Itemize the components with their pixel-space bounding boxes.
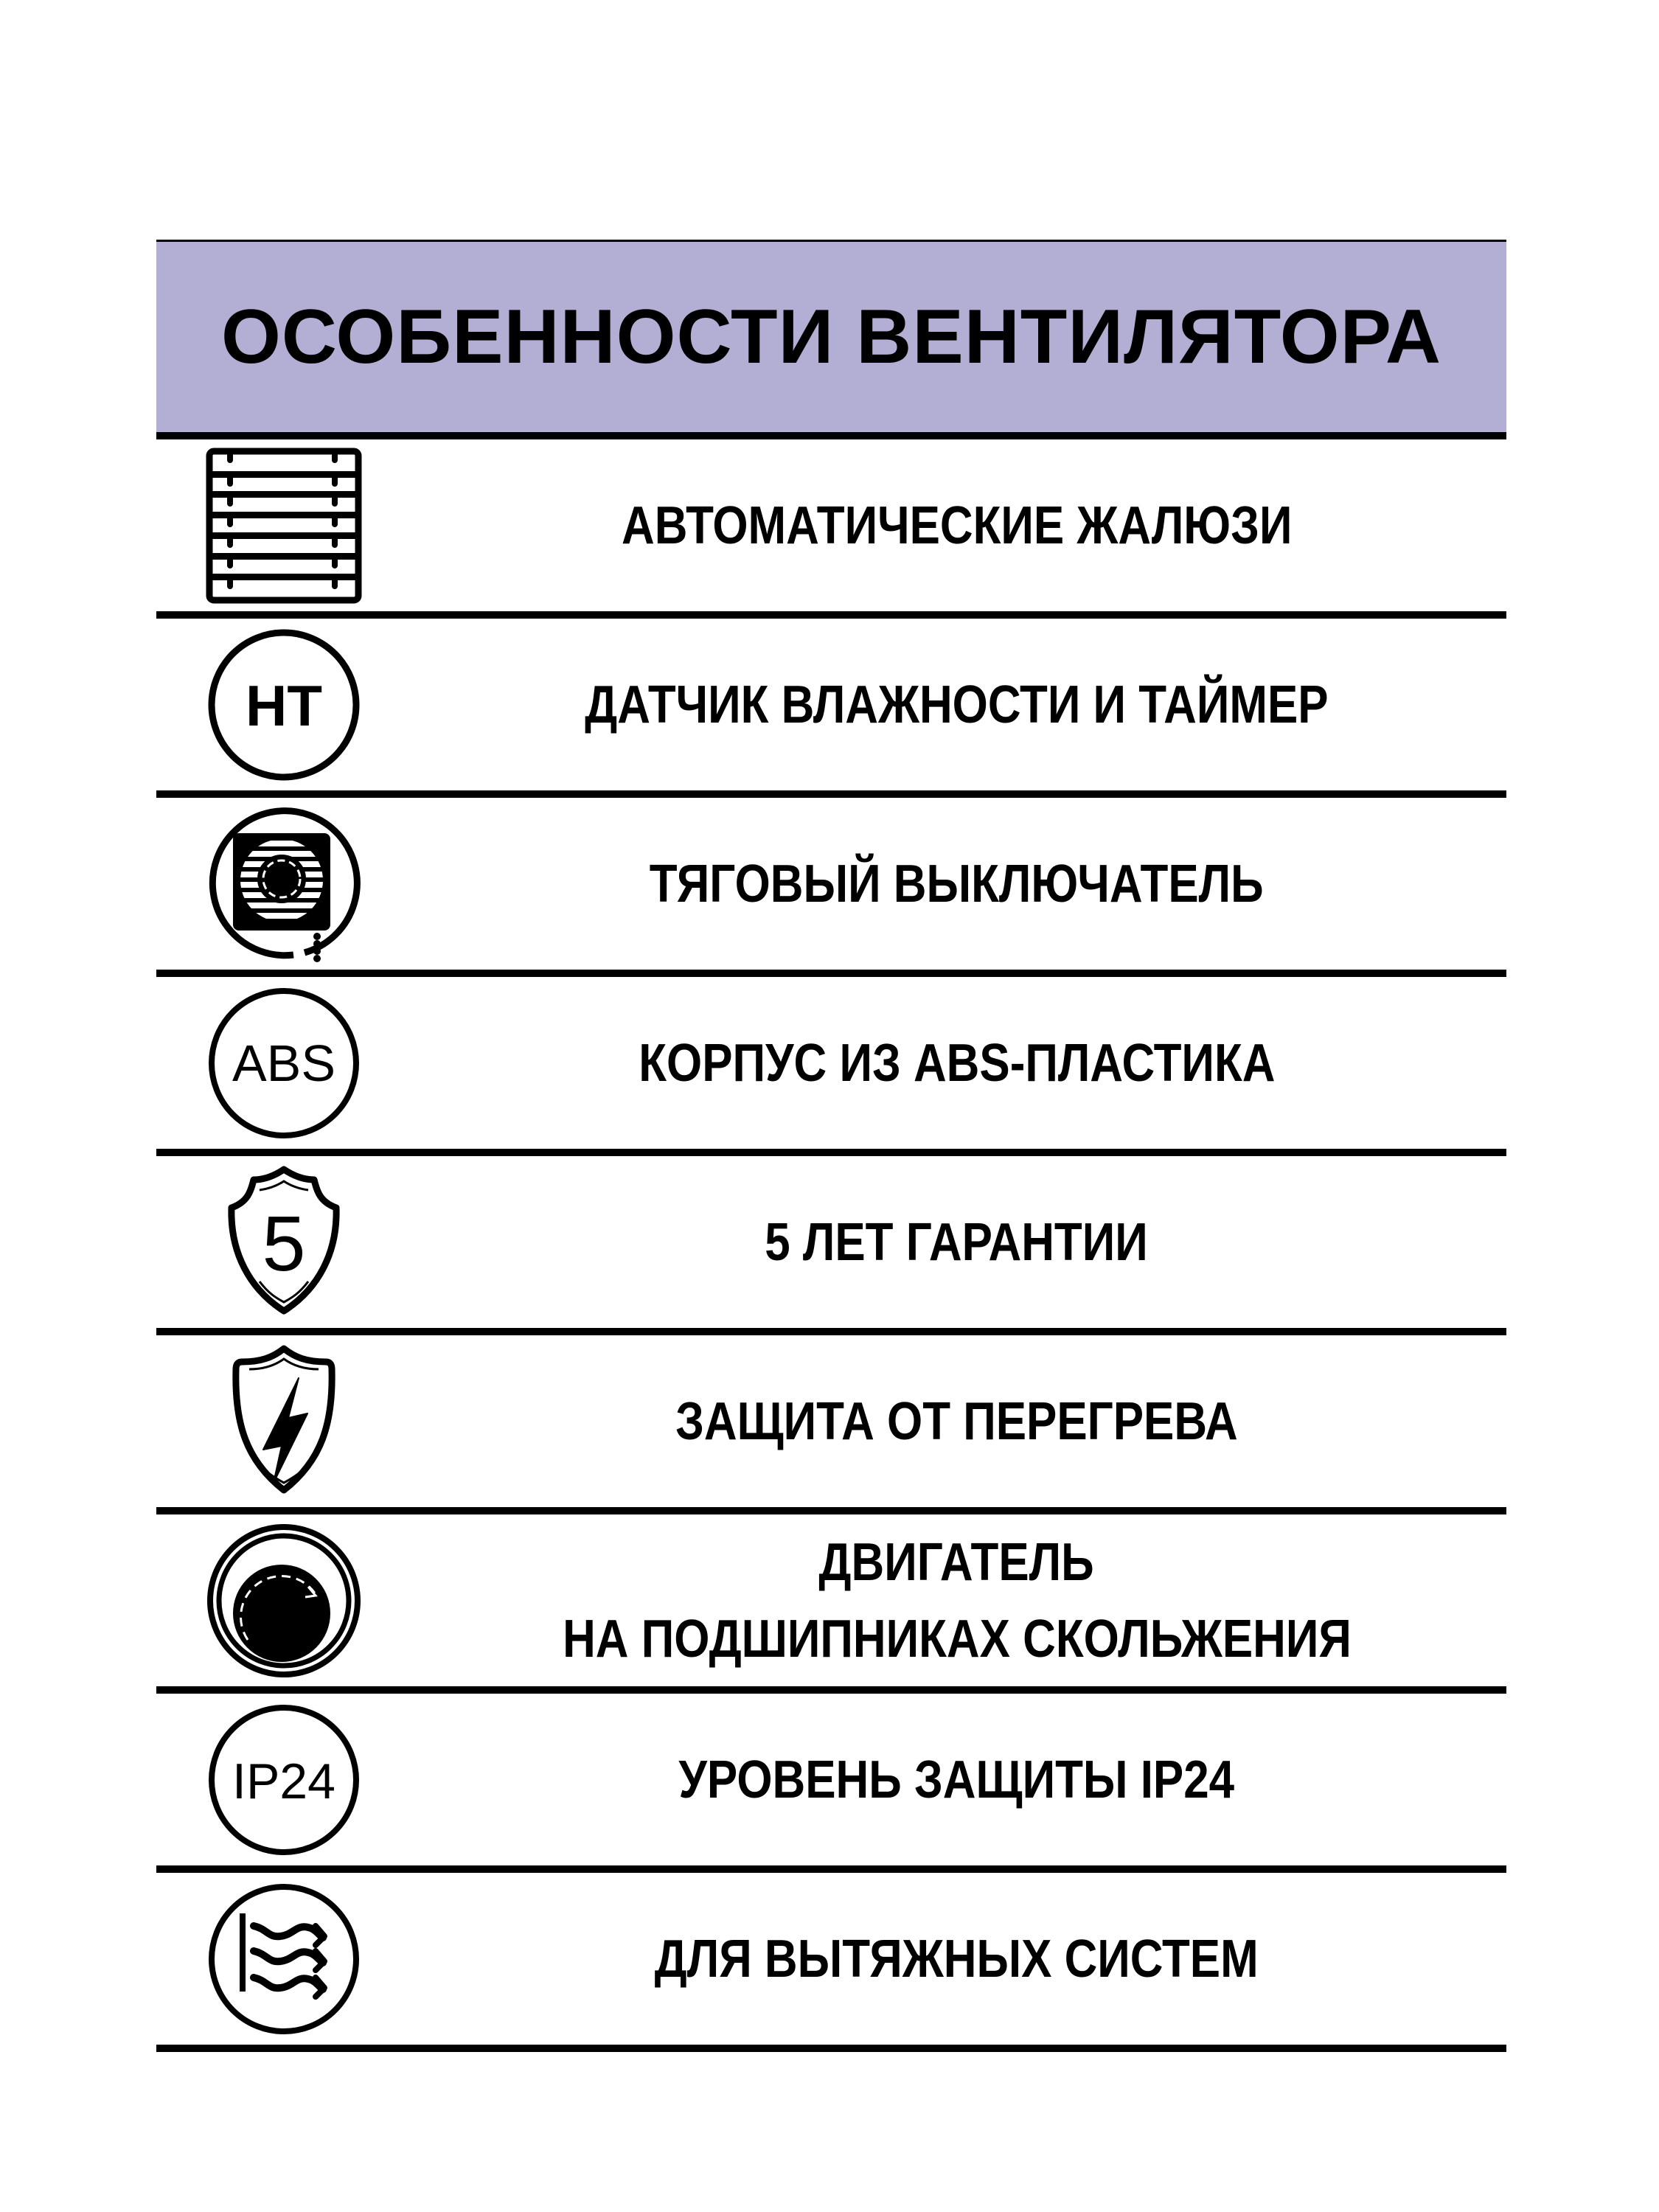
feature-label: ДЛЯ ВЫТЯЖНЫХ СИСТЕМ bbox=[654, 1929, 1259, 1989]
feature-row bbox=[156, 1156, 1506, 1335]
feature-row bbox=[156, 1873, 1506, 2052]
svg-text:5: 5 bbox=[262, 1200, 306, 1287]
feature-row bbox=[156, 977, 1506, 1156]
humidity-timer-icon bbox=[201, 619, 367, 790]
feature-label: ДАТЧИК ВЛАЖНОСТИ И ТАЙМЕР bbox=[585, 675, 1329, 734]
feature-label-line-2: НА ПОДШИПНИКАХ СКОЛЬЖЕНИЯ bbox=[562, 1609, 1352, 1669]
feature-label: ТЯГОВЫЙ ВЫКЛЮЧАТЕЛЬ bbox=[650, 854, 1264, 914]
feature-row bbox=[156, 798, 1506, 977]
pull-switch-fan-icon bbox=[201, 798, 367, 970]
feature-row bbox=[156, 1694, 1506, 1873]
louvers-icon bbox=[201, 439, 367, 611]
feature-row bbox=[156, 619, 1506, 798]
features-table bbox=[156, 240, 1506, 2052]
feature-label: КОРПУС ИЗ ABS-ПЛАСТИКА bbox=[638, 1033, 1276, 1093]
page-title: ОСОБЕННОСТИ ВЕНТИЛЯТОРА bbox=[221, 293, 1441, 380]
abs-icon bbox=[201, 977, 367, 1149]
bearing-motor-icon bbox=[201, 1514, 367, 1686]
feature-row bbox=[156, 1514, 1506, 1694]
exhaust-airflow-icon bbox=[201, 1873, 367, 2045]
feature-row bbox=[156, 439, 1506, 619]
feature-label-line-1: ДВИГАТЕЛЬ bbox=[818, 1532, 1095, 1592]
feature-row bbox=[156, 1335, 1506, 1514]
feature-label: АВТОМАТИЧЕСКИЕ ЖАЛЮЗИ bbox=[621, 495, 1293, 555]
table-header bbox=[156, 240, 1506, 439]
feature-label: УРОВЕНЬ ЗАЩИТЫ IP24 bbox=[678, 1750, 1235, 1809]
overheat-shield-icon bbox=[201, 1335, 367, 1507]
feature-label: 5 ЛЕТ ГАРАНТИИ bbox=[765, 1212, 1149, 1272]
svg-text:ABS: ABS bbox=[232, 1034, 336, 1092]
feature-label: ЗАЩИТА ОТ ПЕРЕГРЕВА bbox=[675, 1391, 1238, 1451]
warranty-shield-icon bbox=[201, 1156, 367, 1328]
svg-text:HT: HT bbox=[246, 672, 322, 738]
ip24-icon bbox=[201, 1694, 367, 1865]
svg-text:IP24: IP24 bbox=[232, 1753, 335, 1809]
